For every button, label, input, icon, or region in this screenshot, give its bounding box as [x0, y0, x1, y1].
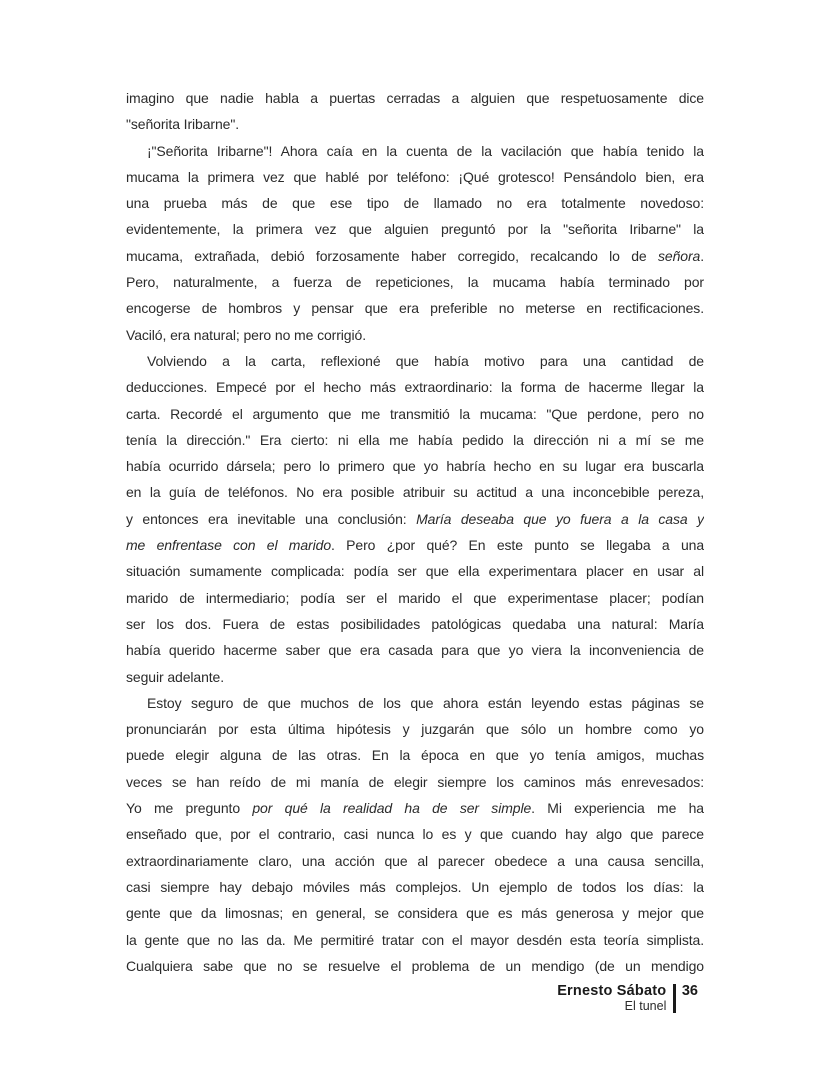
text-line: [126, 479, 704, 505]
text-segment: Vaciló, era natural; pero no me corrigió.: [126, 326, 366, 343]
text-segment: Yo me pregunto: [126, 800, 253, 817]
text-segment: seguir adelante.: [126, 668, 225, 685]
text-line: [126, 821, 704, 847]
text-segment: evidentemente, la primera vez que alguien preguntó por la "señorita Iribarne" la: [126, 221, 704, 238]
text-line: [126, 322, 704, 348]
text-segment: encogerse de hombros y pensar que era preferible no meterse en rectificaciones.: [126, 300, 704, 317]
text-line: [126, 243, 704, 269]
text-segment: en la guía de teléfonos. No era posible atribuir su actitud a una inconcebible pereza,: [126, 484, 704, 501]
text-segment: .: [700, 247, 704, 264]
text-line: [126, 637, 704, 663]
text-line: [126, 795, 704, 821]
text-segment: . Mi experiencia me ha: [531, 800, 704, 817]
text-line: [126, 216, 704, 242]
text-line: [126, 401, 704, 427]
text-segment: mucama, extrañada, debió forzosamente haber corregido, recalcando lo de: [126, 247, 658, 264]
page-footer: [557, 984, 698, 1013]
text-line: [126, 742, 704, 768]
text-line: [126, 716, 704, 742]
paragraph: [126, 690, 704, 979]
text-line: [126, 690, 704, 716]
text-segment: Volviendo a la carta, reflexioné que había motivo para una cantidad de: [147, 352, 704, 369]
italic-text-segment: señora: [657, 247, 701, 264]
text-segment: veces se han reído de mi manía de elegir siempre los caminos más enrevesados:: [126, 773, 704, 790]
text-line: [126, 532, 704, 558]
text-segment: carta. Recordé el argumento que me transmitió la mucama: "Que perdone, pero no: [126, 405, 704, 422]
footer-book-title: El tunel: [624, 999, 667, 1013]
text-segment: ¡"Señorita Iribarne"! Ahora caía en la cuenta de la vacilación que había tenido la: [147, 142, 704, 159]
text-segment: situación sumamente complicada: podía ser que ella experimentara placer en usar al: [126, 563, 704, 580]
text-line: [126, 85, 704, 111]
text-segment: Estoy seguro de que muchos de los que ahora están leyendo estas páginas se: [147, 694, 704, 711]
text-line: [126, 190, 704, 216]
text-segment: pronunciarán por esta última hipótesis y juzgarán que sólo un hombre como yo: [126, 721, 704, 738]
text-line: [126, 927, 704, 953]
text-segment: enseñado que, por el contrario, casi nunca lo es y que cuando hay algo que parece: [126, 826, 704, 843]
text-line: [126, 295, 704, 321]
text-line: [126, 138, 704, 164]
text-segment: puede elegir alguna de las otras. En la época en que yo tenía amigos, muchas: [126, 747, 704, 764]
text-segment: había querido hacerme saber que era casada para que yo viera la inconveniencia de: [126, 642, 704, 659]
text-segment: una prueba más de que ese tipo de llamado no era totalmente novedoso:: [126, 195, 704, 212]
text-segment: mucama la primera vez que hablé por teléfono: ¡Qué grotesco! Pensándolo bien, era: [126, 168, 704, 185]
text-line: [126, 769, 704, 795]
text-line: [126, 506, 704, 532]
text-segment: extraordinariamente claro, una acción que al parecer obedece a una causa sencilla,: [126, 852, 704, 869]
text-line: [126, 953, 704, 979]
footer-page-number: 36: [681, 983, 698, 999]
text-line: [126, 111, 704, 137]
footer-author: Ernesto Sábato: [557, 983, 667, 999]
footer-left-block: [557, 984, 673, 1013]
text-line: [126, 269, 704, 295]
text-line: [126, 900, 704, 926]
paragraph: [126, 348, 704, 690]
text-segment: . Pero ¿por qué? En este punto se llegaba a una: [331, 537, 704, 554]
italic-text-segment: me enfrentase con el marido: [126, 537, 332, 554]
italic-text-segment: María deseaba que yo fuera a la casa y: [416, 510, 704, 527]
page-text: [126, 85, 704, 979]
text-segment: y entonces era inevitable una conclusión:: [126, 510, 417, 527]
italic-text-segment: por qué la realidad ha de ser simple: [252, 800, 532, 817]
paragraph: [126, 138, 704, 348]
text-segment: ser los dos. Fuera de estas posibilidades patológicas quedaba una natural: María: [126, 615, 704, 632]
text-segment: había ocurrido dársela; pero lo primero que yo habría hecho en su lugar era buscarla: [126, 458, 704, 475]
text-line: [126, 427, 704, 453]
text-segment: deducciones. Empecé por el hecho más extraordinario: la forma de hacerme llegar la: [126, 379, 704, 396]
text-segment: "señorita Iribarne".: [126, 116, 239, 133]
text-line: [126, 874, 704, 900]
text-line: [126, 558, 704, 584]
text-line: [126, 453, 704, 479]
text-segment: casi siempre hay debajo móviles más complejos. Un ejemplo de todos los días: la: [126, 878, 704, 895]
text-line: [126, 164, 704, 190]
text-line: [126, 611, 704, 637]
text-line: [126, 374, 704, 400]
text-segment: gente que da limosnas; en general, se considera que es más generosa y mejor que: [126, 905, 704, 922]
text-line: [126, 348, 704, 374]
text-segment: marido de intermediario; podía ser el marido el que experimentase placer; podían: [126, 589, 704, 606]
text-line: [126, 664, 704, 690]
text-segment: tenía la dirección." Era cierto: ni ella me había pedido la dirección ni a mí se me: [126, 431, 704, 448]
paragraph: [126, 85, 704, 138]
text-line: [126, 585, 704, 611]
text-segment: Pero, naturalmente, a fuerza de repeticiones, la mucama había terminado por: [126, 274, 704, 291]
text-segment: la gente que no las da. Me permitiré tratar con el mayor desdén esta teoría simplista.: [126, 931, 704, 948]
text-line: [126, 848, 704, 874]
text-segment: Cualquiera sabe que no se resuelve el problema de un mendigo (de un mendigo: [126, 957, 704, 974]
text-segment: imagino que nadie habla a puertas cerradas a alguien que respetuosamente dice: [126, 90, 704, 106]
